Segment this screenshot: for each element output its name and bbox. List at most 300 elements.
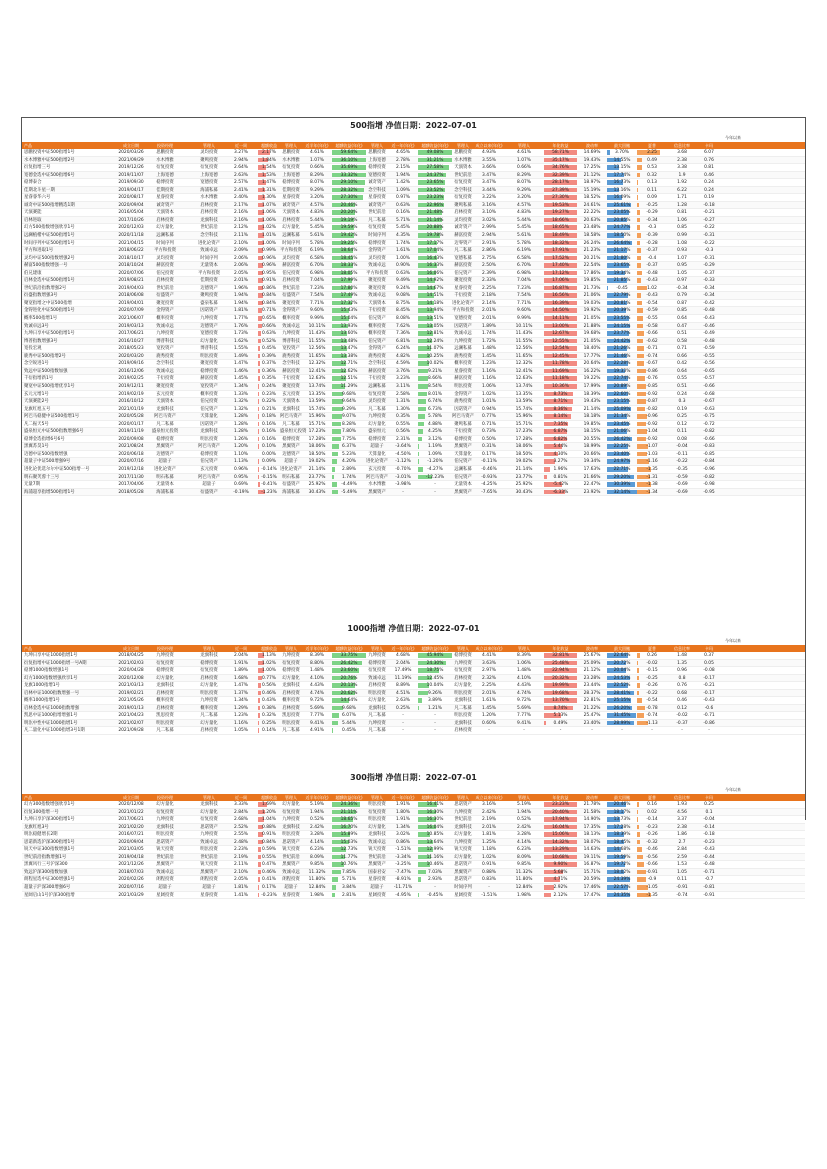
table-row[interactable]	[22, 187, 805, 195]
table-row[interactable]	[22, 232, 805, 240]
column-header[interactable]: 超额收益(年化)	[421, 795, 449, 800]
table-cell: 时间序列	[454, 885, 472, 891]
table-row[interactable]	[22, 315, 805, 323]
column-header[interactable]: 管理人	[285, 795, 297, 800]
table-cell: 1.06%	[517, 660, 531, 666]
cell-value: 2.93%	[428, 877, 442, 883]
value-bar	[332, 437, 341, 442]
table-cell: 3.44%	[482, 187, 496, 193]
column-header[interactable]: 产品	[24, 143, 32, 148]
table-row[interactable]	[22, 375, 805, 383]
column-header[interactable]: 成立以来(年化)	[475, 795, 503, 800]
column-header[interactable]: 夏普	[648, 795, 656, 800]
column-header[interactable]: 管理人	[371, 143, 383, 148]
column-header[interactable]: 超额收益(年化)	[335, 646, 363, 651]
column-header[interactable]: 最大回撤	[614, 143, 630, 148]
cell-value: 24.30%	[426, 660, 444, 666]
table-row[interactable]	[22, 466, 805, 474]
table-cell: 九坤投资	[200, 832, 218, 838]
table-cell: 稳博投资	[200, 368, 218, 374]
table-row[interactable]	[22, 861, 805, 869]
table-cell: 金锝资产	[454, 391, 472, 397]
table-cell: 聚宽投资	[200, 361, 218, 367]
table-cell: 概率投资	[368, 323, 386, 329]
table-cell: 伯兄投资	[156, 270, 174, 276]
table-cell: 2.01%	[482, 690, 496, 696]
table-row[interactable]	[22, 247, 805, 255]
column-header[interactable]: 管理人	[285, 646, 297, 651]
table-cell: 聚宽投资	[156, 300, 174, 306]
table-row[interactable]	[22, 839, 805, 847]
table-row[interactable]	[22, 690, 805, 698]
column-header[interactable]: 管理人	[518, 795, 530, 800]
table-row[interactable]	[22, 458, 805, 466]
table-cell: 世纪前沿	[282, 285, 300, 291]
table-row[interactable]	[22, 727, 805, 735]
table-cell: 4.10%	[310, 675, 324, 681]
table-cell: 11.32%	[515, 869, 533, 875]
table-cell: 1.61%	[396, 248, 410, 254]
table-row[interactable]	[22, 720, 805, 728]
table-cell: 明汯投资	[454, 690, 472, 696]
table-cell: 因诺资产	[454, 323, 472, 329]
table-cell: 凯思投资	[156, 713, 174, 719]
column-header[interactable]: 超额收益(年化)	[421, 646, 449, 651]
table-row[interactable]	[22, 277, 805, 285]
table-cell: 0.42	[677, 361, 687, 367]
table-cell: 伯兄投资	[200, 399, 218, 405]
column-header[interactable]: 管理人	[203, 795, 215, 800]
table-cell	[607, 443, 637, 450]
table-cell: 稳博泰合	[24, 180, 42, 186]
table-cell: 2.01%	[482, 824, 496, 830]
table-cell	[544, 489, 577, 496]
table-cell	[258, 727, 280, 734]
table-cell: 24.61%	[583, 202, 601, 208]
table-cell: 9.29%	[310, 187, 324, 193]
table-cell	[544, 255, 577, 262]
table-row[interactable]	[22, 172, 805, 180]
table-cell: 幻方300指数增强欣享1号	[24, 802, 75, 807]
table-cell: 0.35%	[396, 414, 410, 420]
column-header[interactable]: 近半年(年化)	[305, 795, 329, 800]
table-cell: 明汯投资	[368, 817, 386, 823]
table-cell: -0.44	[703, 854, 715, 860]
table-cell: 1.05	[677, 270, 687, 276]
table-cell: 2020/12/08	[118, 802, 144, 807]
table-cell: 1.76%	[234, 323, 248, 329]
column-header[interactable]: 管理人	[518, 143, 530, 148]
table-cell	[607, 682, 637, 689]
table-row[interactable]	[22, 474, 805, 482]
table-row[interactable]	[22, 705, 805, 713]
cell-value: 17.28%	[613, 824, 631, 830]
table-cell: 明汯投资	[156, 832, 174, 838]
table-row[interactable]	[22, 270, 805, 278]
table-cell	[607, 157, 637, 164]
table-row[interactable]	[22, 368, 805, 376]
column-header[interactable]: 管理人	[457, 795, 469, 800]
column-header[interactable]: 信息比率	[674, 795, 690, 800]
column-header[interactable]: 产品	[24, 795, 32, 800]
table-row[interactable]	[22, 436, 805, 444]
table-row[interactable]	[22, 240, 805, 248]
column-header[interactable]: 卡玛	[705, 646, 713, 651]
value-bar	[258, 346, 260, 351]
table-cell	[544, 368, 577, 375]
spacer-cell	[182, 398, 194, 405]
table-cell: 2016/05/04	[118, 210, 144, 216]
table-cell: 时间序列	[368, 233, 386, 239]
column-header[interactable]: 成立日期	[123, 646, 139, 651]
cell-value: 21.17%	[613, 248, 631, 254]
table-cell: 4.35%	[396, 233, 410, 239]
table-row[interactable]	[22, 421, 805, 429]
table-row[interactable]	[22, 323, 805, 331]
table-row[interactable]	[22, 300, 805, 308]
table-cell: 玄元投资	[156, 391, 174, 397]
table-cell	[418, 443, 452, 450]
table-row[interactable]	[22, 481, 805, 489]
cell-value: 1.07%	[262, 202, 276, 208]
table-row[interactable]	[22, 801, 805, 809]
table-cell	[418, 801, 452, 808]
table-row[interactable]	[22, 149, 805, 157]
column-header[interactable]: 管理人	[457, 646, 469, 651]
table-row[interactable]	[22, 846, 805, 854]
table-row[interactable]	[22, 892, 805, 900]
column-header[interactable]: 产品	[24, 646, 32, 651]
cell-value: 10.68%	[552, 854, 569, 860]
column-header[interactable]: 近一周	[235, 143, 247, 148]
cell-value: 18.45%	[340, 255, 358, 261]
table-cell: 2.42%	[310, 824, 324, 830]
table-cell: -0.42	[703, 300, 715, 306]
table-cell: 2016/07/21	[118, 832, 144, 838]
table-cell: 4.57%	[517, 202, 531, 208]
column-header[interactable]: 近一年(年化)	[391, 143, 415, 148]
table-cell: 幻方量化	[156, 225, 174, 231]
table-row[interactable]	[22, 675, 805, 683]
table-cell: 0.24	[677, 391, 687, 397]
table-cell: 黑翼资产	[454, 869, 472, 875]
table-row[interactable]	[22, 353, 805, 361]
column-header[interactable]: 最大回撤	[614, 795, 630, 800]
column-header[interactable]: 投资经理	[157, 646, 173, 651]
value-bar	[418, 399, 426, 404]
table-row[interactable]	[22, 202, 805, 210]
cell-value: 3.12%	[428, 436, 442, 442]
table-row[interactable]	[22, 345, 805, 353]
table-cell: 6.23%	[310, 847, 324, 853]
column-header[interactable]: 投资经理	[157, 795, 173, 800]
value-bar	[418, 376, 428, 381]
cell-value: 0.22%	[262, 399, 276, 405]
table-cell: 0.12	[677, 421, 687, 427]
column-header[interactable]: 年化收益	[552, 143, 569, 148]
table-cell	[607, 398, 637, 405]
column-header[interactable]: 超额收益(年化)	[335, 795, 363, 800]
table-cell: 朗程投资	[282, 877, 300, 883]
table-cell: 1.02%	[482, 391, 496, 397]
table-cell: 迈德资产	[282, 451, 300, 457]
table-row[interactable]	[22, 338, 805, 346]
column-header[interactable]: 近半年(年化)	[305, 143, 329, 148]
table-cell: 致诚卓远	[368, 839, 386, 845]
table-cell	[544, 375, 577, 382]
table-cell	[258, 368, 280, 375]
column-header[interactable]: 近一周	[235, 646, 247, 651]
table-cell	[607, 652, 637, 659]
table-row[interactable]	[22, 307, 805, 315]
cell-value: 25.61%	[613, 202, 631, 208]
table-row[interactable]	[22, 876, 805, 884]
table-cell	[607, 428, 637, 435]
cell-value: -0.23	[646, 824, 658, 830]
table-cell	[418, 247, 452, 254]
table-row[interactable]	[22, 428, 805, 436]
table-cell: 启林投资	[282, 705, 300, 711]
value-bar	[418, 369, 428, 374]
table-cell	[418, 705, 452, 712]
value-bar	[637, 286, 647, 291]
cell-value: 13.05%	[426, 323, 444, 329]
table-row[interactable]	[22, 224, 805, 232]
table-row[interactable]	[22, 809, 805, 817]
table-cell: 17.99%	[583, 383, 601, 389]
table-cell: 黑翼资产	[368, 489, 386, 495]
table-row[interactable]	[22, 209, 805, 217]
table-row[interactable]	[22, 406, 805, 414]
cell-value: 14.64%	[340, 698, 358, 704]
table-cell: 概率投资	[156, 316, 174, 322]
column-header[interactable]: 超额收益(年化)	[335, 143, 363, 148]
table-row[interactable]	[22, 285, 805, 293]
table-cell: 超量子	[284, 885, 298, 891]
table-row[interactable]	[22, 884, 805, 892]
column-header[interactable]: 成立以来(年化)	[475, 646, 503, 651]
cell-value: 19.33%	[613, 368, 631, 374]
table-cell: 2.48%	[234, 839, 248, 845]
cell-value: -12.23%	[425, 474, 445, 480]
table-row[interactable]	[22, 660, 805, 668]
value-bar	[332, 490, 338, 495]
table-cell: 龙旗科技	[368, 705, 386, 711]
column-header[interactable]: 近一周	[235, 795, 247, 800]
column-header[interactable]	[182, 794, 194, 801]
column-header[interactable]: 成立日期	[123, 795, 139, 800]
column-header[interactable]: 波动率	[586, 646, 598, 651]
column-header[interactable]: 年化收益	[552, 795, 569, 800]
table-row[interactable]	[22, 292, 805, 300]
table-row[interactable]	[22, 712, 805, 720]
column-header[interactable]: 超额收益	[261, 795, 277, 800]
column-header[interactable]: 最大回撤	[614, 646, 630, 651]
table-cell: 海浦私募	[156, 489, 174, 495]
table-cell: 1.49%	[234, 353, 248, 359]
column-header[interactable]	[182, 142, 194, 149]
value-bar	[637, 653, 640, 658]
column-header[interactable]: 超额收益(年化)	[421, 143, 449, 148]
table-cell	[332, 353, 366, 360]
column-header[interactable]: 年化收益	[552, 646, 569, 651]
table-row[interactable]	[22, 217, 805, 225]
column-header[interactable]: 卡玛	[705, 795, 713, 800]
cell-value: 1.47%	[262, 180, 276, 186]
spacer-cell	[182, 861, 194, 868]
table-cell: 1.34%	[234, 698, 248, 704]
column-header[interactable]: 近半年(年化)	[305, 646, 329, 651]
table-row[interactable]	[22, 667, 805, 675]
table-cell: 9.72%	[310, 698, 324, 704]
column-header[interactable]: 管理人	[285, 143, 297, 148]
table-cell: -0.17	[703, 675, 715, 681]
column-header[interactable]	[182, 645, 194, 652]
table-cell: 9.85%	[517, 862, 531, 868]
table-cell: 2018/07/03	[118, 869, 144, 875]
table-cell	[544, 451, 577, 458]
cell-value: 0.65%	[262, 316, 276, 322]
table-cell: 20.55%	[583, 436, 601, 442]
table-row[interactable]	[22, 398, 805, 406]
table-cell: 思鹏投资	[156, 150, 174, 155]
table-cell: 黑翼资产	[454, 444, 472, 450]
table-cell: 时间序列	[156, 240, 174, 246]
table-cell	[607, 869, 637, 876]
cell-value: 21.48%	[426, 210, 444, 216]
table-cell: 幻方量化	[368, 421, 386, 427]
table-cell: 1.20%	[234, 444, 248, 450]
table-row[interactable]	[22, 164, 805, 172]
table-cell: 金锝资产	[156, 308, 174, 314]
table-row[interactable]	[22, 451, 805, 459]
table-row[interactable]	[22, 255, 805, 263]
table-cell: 14.69%	[583, 150, 601, 155]
column-header[interactable]: 管理人	[371, 646, 383, 651]
table-row[interactable]	[22, 824, 805, 832]
table-cell: 11.65%	[515, 353, 533, 359]
table-row[interactable]	[22, 262, 805, 270]
column-header[interactable]: 信息比率	[674, 143, 690, 148]
table-row[interactable]	[22, 854, 805, 862]
table-row[interactable]	[22, 816, 805, 824]
table-cell: -0.04	[676, 444, 688, 450]
column-header[interactable]: 管理人	[203, 646, 215, 651]
table-row[interactable]	[22, 682, 805, 690]
column-header[interactable]: 管理人	[371, 795, 383, 800]
cell-value: 7.75%	[342, 436, 356, 442]
table-cell	[607, 690, 637, 697]
column-header[interactable]: 投资经理	[157, 143, 173, 148]
column-header[interactable]: 超额收益	[261, 646, 277, 651]
column-header[interactable]: 波动率	[586, 795, 598, 800]
column-header[interactable]: 管理人	[457, 143, 469, 148]
column-header[interactable]: 卡玛	[705, 143, 713, 148]
table-cell: 1.74%	[482, 331, 496, 337]
table-cell	[332, 292, 366, 299]
column-header[interactable]: 管理人	[203, 143, 215, 148]
cell-value: 1.13%	[262, 653, 276, 658]
table-cell	[607, 489, 637, 496]
table-cell: 衍复投资	[454, 180, 472, 186]
table-cell	[607, 705, 637, 712]
table-row[interactable]	[22, 697, 805, 705]
cell-value: 19.78%	[426, 233, 444, 239]
table-cell: 聚鸣投资	[200, 157, 218, 163]
spacer-cell	[182, 292, 194, 299]
column-header[interactable]: 超额收益	[261, 143, 277, 148]
table-cell	[332, 801, 366, 808]
value-bar	[332, 467, 335, 472]
column-header[interactable]: 夏普	[648, 143, 656, 148]
column-header[interactable]: 近一年(年化)	[391, 795, 415, 800]
table-cell: 1.26%	[234, 436, 248, 442]
cell-value: 24.39%	[613, 877, 631, 883]
table-row[interactable]	[22, 869, 805, 877]
table-cell: 1.20%	[482, 713, 496, 719]
column-header[interactable]: 成立以来(年化)	[475, 143, 503, 148]
table-row[interactable]	[22, 194, 805, 202]
table-cell: 21.88%	[583, 323, 601, 329]
table-cell: 2016/12/06	[118, 368, 144, 374]
table-cell	[258, 157, 280, 164]
table-cell: 3.16%	[482, 802, 496, 807]
table-row[interactable]	[22, 391, 805, 399]
table-row[interactable]	[22, 831, 805, 839]
table-row[interactable]	[22, 489, 805, 497]
table-cell: 2019/03/13	[118, 323, 144, 329]
table-cell: 1.45%	[482, 353, 496, 359]
table-cell: 迈德资产	[200, 285, 218, 291]
column-header[interactable]: 夏普	[648, 646, 656, 651]
column-header[interactable]: 成立日期	[123, 143, 139, 148]
table-row[interactable]	[22, 413, 805, 421]
table-cell: 1.06%	[482, 383, 496, 389]
table-cell: 1.16%	[482, 376, 496, 382]
table-cell: 星睿投资	[200, 892, 218, 898]
table-cell: 1.05	[677, 869, 687, 875]
table-row[interactable]	[22, 360, 805, 368]
table-cell: 7.36%	[396, 331, 410, 337]
table-cell: 锐天投资	[454, 847, 472, 853]
column-header[interactable]: 信息比率	[674, 646, 690, 651]
cell-value: 1.53%	[262, 172, 276, 178]
table-cell: 佳期投资	[200, 278, 218, 284]
cell-value: 10.04%	[426, 683, 444, 689]
table-cell: 6.98%	[310, 270, 324, 276]
table-cell	[607, 338, 637, 345]
table-cell: -1.12%	[395, 459, 411, 465]
table-row[interactable]	[22, 383, 805, 391]
table-cell: 2.99%	[482, 225, 496, 231]
column-header[interactable]: 波动率	[586, 143, 598, 148]
column-header[interactable]: 管理人	[518, 646, 530, 651]
table-row[interactable]	[22, 330, 805, 338]
cell-value: 17.40%	[552, 263, 569, 269]
table-cell	[332, 345, 366, 352]
table-cell: 16.22%	[583, 368, 601, 374]
table-cell: 因诺资产	[200, 308, 218, 314]
table-row[interactable]	[22, 652, 805, 660]
table-cell	[637, 839, 667, 846]
table-row[interactable]	[22, 443, 805, 451]
table-row[interactable]	[22, 179, 805, 187]
table-row[interactable]	[22, 157, 805, 165]
table-cell	[418, 338, 452, 345]
table-cell: 0.66%	[310, 165, 324, 171]
column-header[interactable]: 近一年(年化)	[391, 646, 415, 651]
table-cell: 致诚卓远	[368, 263, 386, 269]
